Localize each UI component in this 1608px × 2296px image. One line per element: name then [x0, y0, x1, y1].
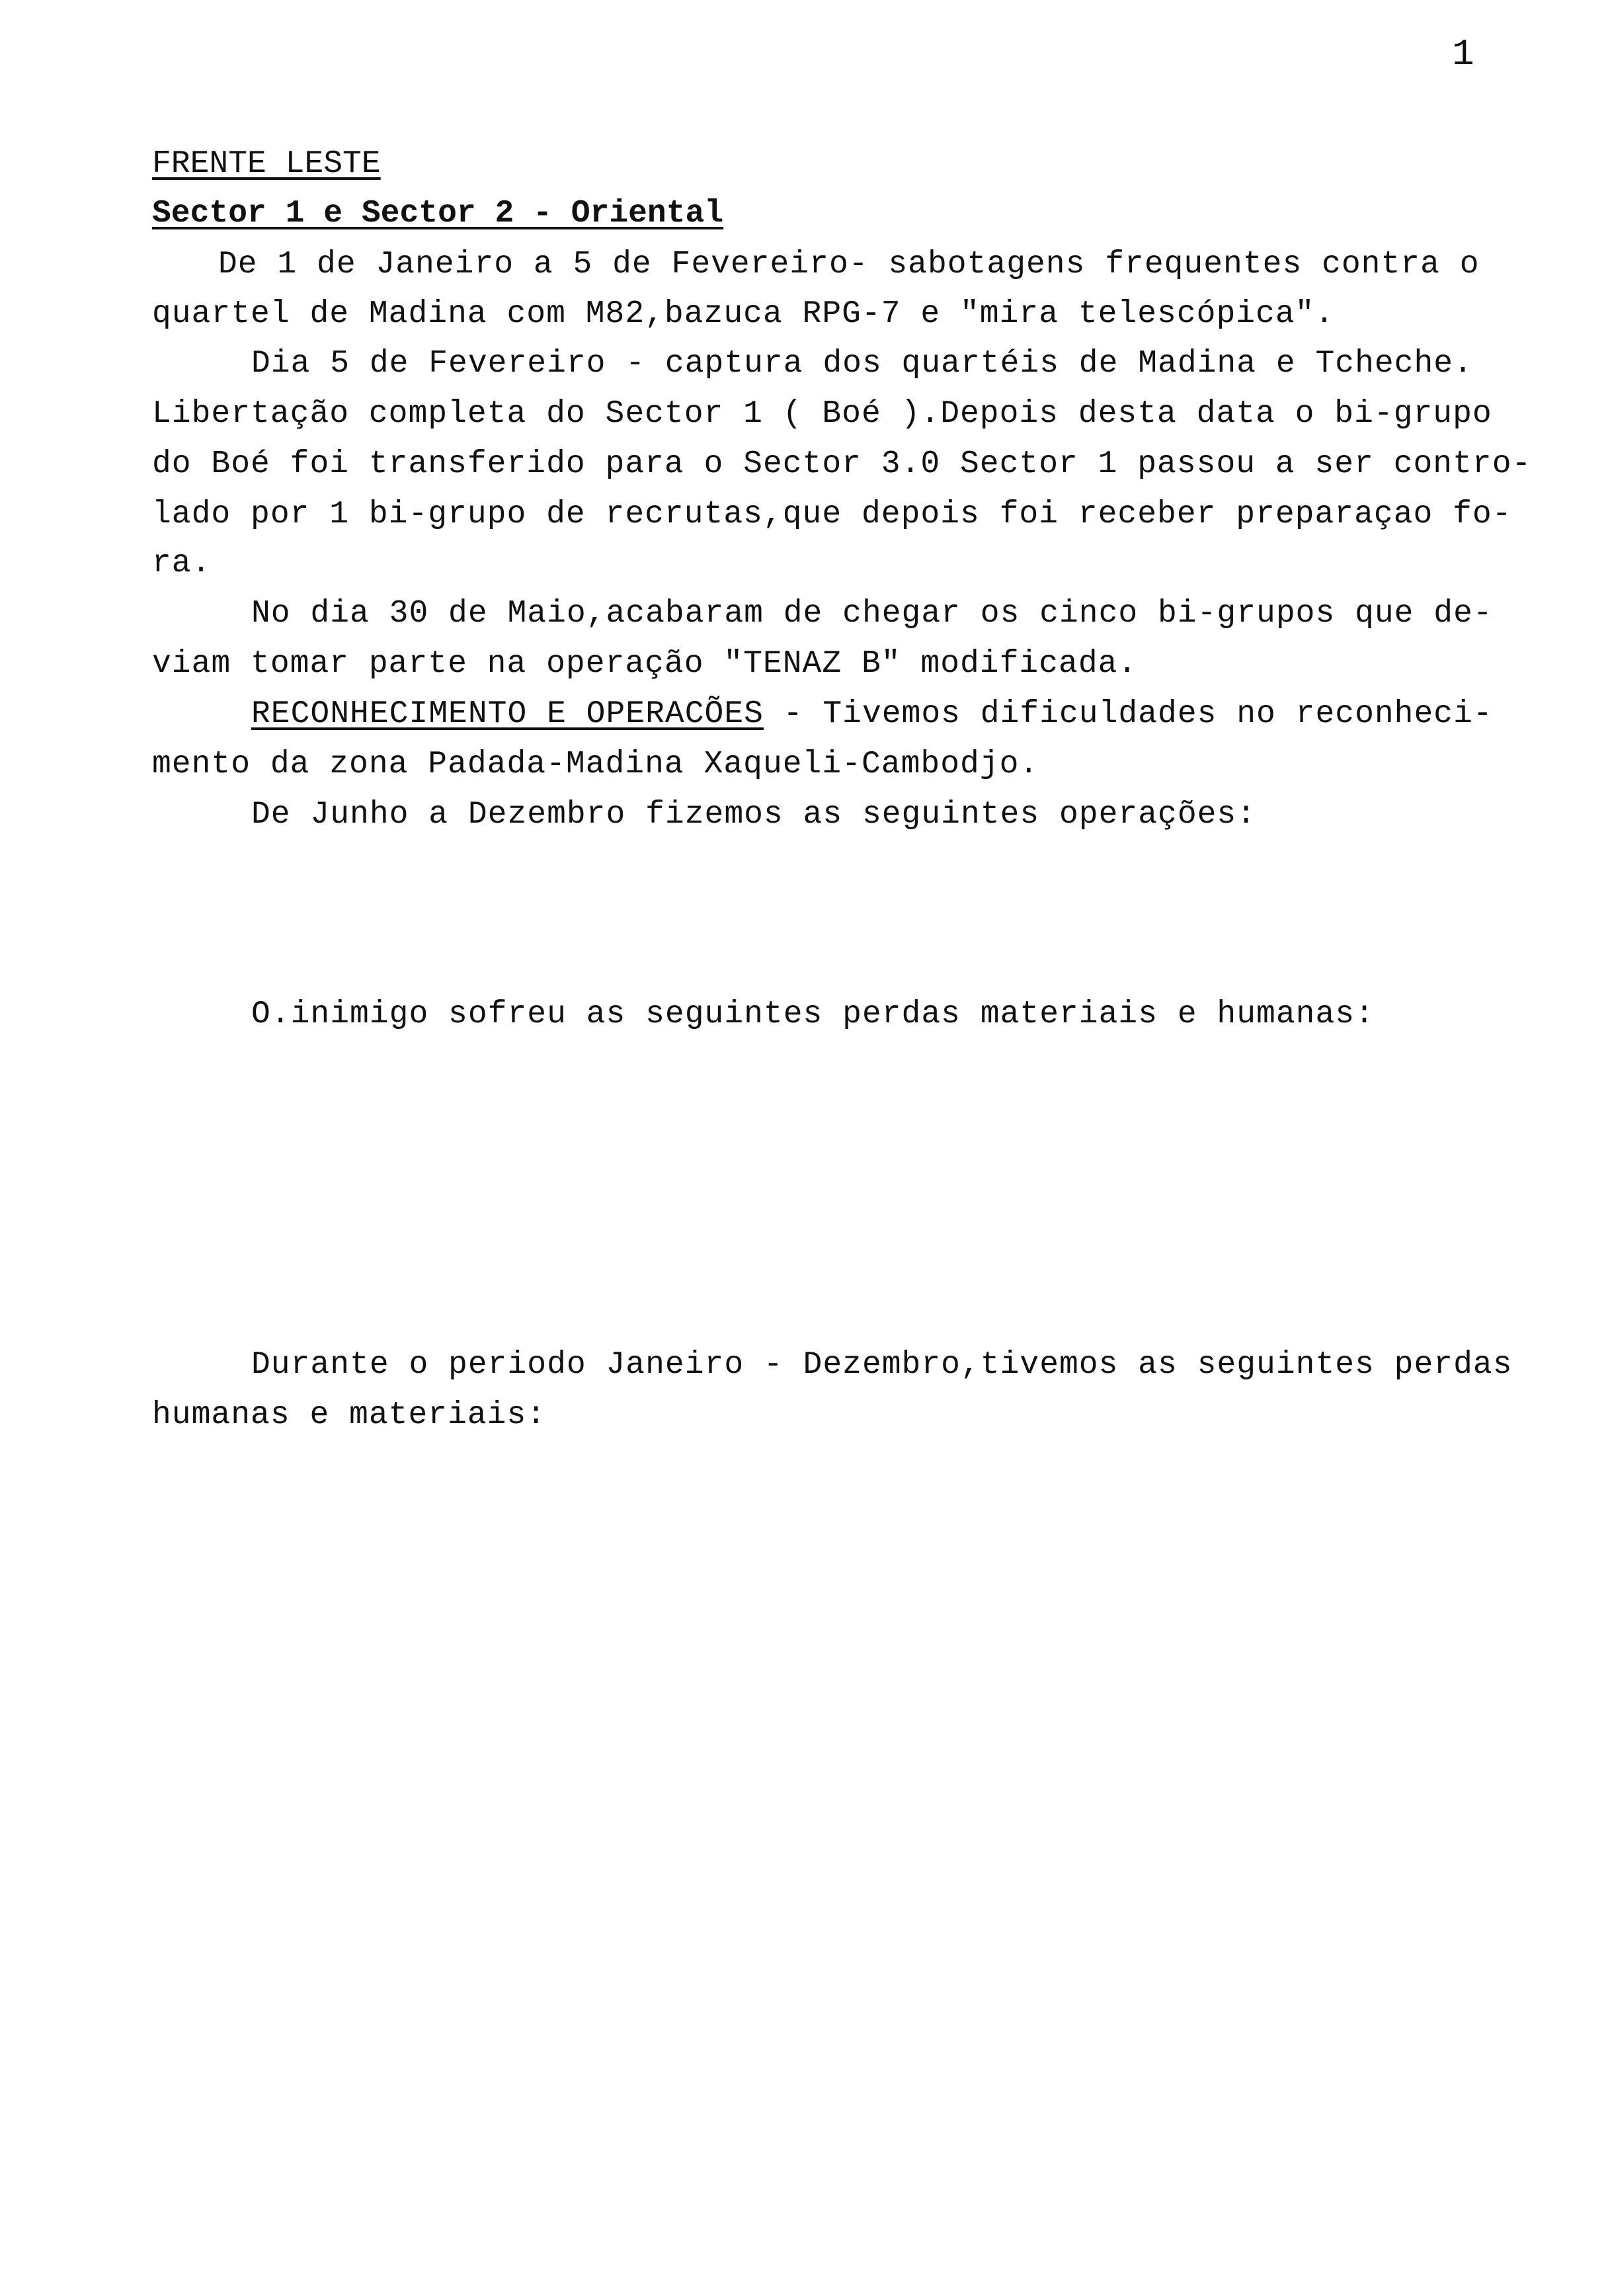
paragraph-line: quartel de Madina com M82,bazuca RPG-7 e "mira telescópica". — [152, 296, 1335, 332]
paragraph-line: lado por 1 bi-grupo de recrutas,que depois foi receber preparaçao fo- — [152, 497, 1512, 532]
enemy-intro: O.inimigo sofreu as seguintes perdas materiais e humanas: — [251, 997, 1375, 1032]
paragraph-line: Dia 5 de Fevereiro - captura dos quartéis de Madina e Tcheche. — [251, 346, 1473, 382]
paragraph-line: No dia 30 de Maio,acabaram de chegar os cinco bi-grupos que de- — [251, 596, 1493, 632]
operations-intro: De Junho a Dezembro fizemos as seguintes operações: — [251, 797, 1257, 833]
recon-heading: RECONHECIMENTO E OPERACÕES — [251, 696, 764, 732]
own-losses-intro: Durante o periodo Janeiro - Dezembro,tivemos as seguintes perdas — [251, 1347, 1513, 1383]
recon-text: - Tivemos dificuldades no reconheci- — [763, 696, 1493, 732]
paragraph-line: De 1 de Janeiro a 5 de Fevereiro- sabotagens frequentes contra o — [218, 247, 1480, 282]
section-title: FRENTE LESTE — [152, 146, 381, 182]
paragraph-line: do Boé foi transferido para o Sector 3.0 Sector 1 passou a ser contro- — [152, 446, 1532, 482]
own-losses-intro: humanas e materiais: — [152, 1397, 547, 1433]
paragraph-line: Libertação completa do Sector 1 ( Boé ).Depois desta data o bi-grupo — [152, 396, 1492, 432]
section-subtitle: Sector 1 e Sector 2 - Oriental — [152, 196, 724, 231]
paragraph-line: ra. — [152, 546, 212, 581]
page-number: 1 — [1452, 33, 1474, 75]
paragraph-line: viam tomar parte na operação "TENAZ B" modificada. — [152, 646, 1138, 682]
paragraph-line: mento da zona Padada-Madina Xaqueli-Cambodjo. — [152, 747, 1039, 782]
recon-line — [251, 694, 1493, 734]
